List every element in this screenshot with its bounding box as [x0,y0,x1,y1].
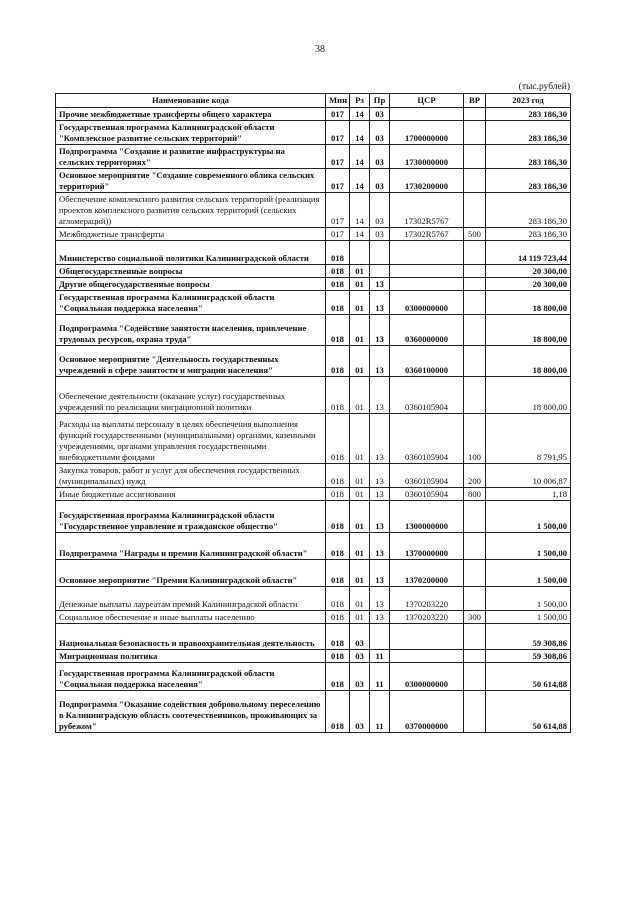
table-row [56,464,571,488]
row-pr: 13 [370,414,390,464]
table-header [56,94,571,108]
row-min: 017 [326,193,350,228]
row-pr: 03 [370,121,390,145]
row-pr: 13 [370,488,390,501]
row-vr [464,169,486,193]
row-pr: 13 [370,611,390,624]
row-amount: 283 186,30 [486,145,571,169]
row-rz: 01 [350,414,370,464]
row-name: Государственная программа Калининградской области "Комплексное развитие сельских территорий" [56,121,326,145]
row-min: 018 [326,533,350,560]
row-csr [390,241,464,265]
row-rz: 03 [350,663,370,691]
header-vr: ВР [464,94,486,108]
row-vr: 100 [464,414,486,464]
row-vr: 800 [464,488,486,501]
row-pr: 11 [370,650,390,663]
header-pr: Пр [370,94,390,108]
table-row [56,624,571,650]
row-min: 018 [326,265,350,278]
row-vr [464,193,486,228]
row-name: Подпрограмма "Содействие занятости населения, привлечение трудовых ресурсов, охрана труда" [56,315,326,346]
row-rz: 01 [350,533,370,560]
row-rz: 14 [350,228,370,241]
row-vr [464,145,486,169]
row-name: Обеспечение деятельности (оказание услуг) государственных учреждений по реализации миграционной политики [56,377,326,414]
row-pr: 13 [370,560,390,587]
row-rz: 01 [350,560,370,587]
row-vr [464,501,486,533]
table-row [56,533,571,560]
row-name: Основное мероприятие "Деятельность государственных учреждений в сфере занятости и миграции населения" [56,346,326,377]
row-csr: 0360105904 [390,414,464,464]
row-name: Подпрограмма "Создание и развитие инфраструктуры на сельских территориях" [56,145,326,169]
row-pr: 13 [370,346,390,377]
row-csr: 0360105904 [390,464,464,488]
row-min: 018 [326,587,350,611]
row-amount: 1 500,00 [486,560,571,587]
row-amount: 1 500,00 [486,611,571,624]
row-pr [370,241,390,265]
row-vr [464,377,486,414]
header-name: Наименование кода [56,94,326,108]
table-row [56,193,571,228]
row-vr [464,650,486,663]
row-csr: 0360000000 [390,315,464,346]
row-vr [464,691,486,733]
row-vr: 300 [464,611,486,624]
row-amount: 20 300,00 [486,265,571,278]
row-min: 018 [326,624,350,650]
row-amount: 283 186,30 [486,108,571,121]
row-vr [464,108,486,121]
row-min: 017 [326,121,350,145]
table-row [56,501,571,533]
row-vr [464,265,486,278]
row-pr: 13 [370,278,390,291]
row-rz: 14 [350,121,370,145]
row-csr: 17302R5767 [390,193,464,228]
row-vr [464,346,486,377]
row-min: 018 [326,488,350,501]
row-amount: 1 500,00 [486,533,571,560]
row-pr: 11 [370,691,390,733]
row-csr [390,108,464,121]
table-row [56,169,571,193]
row-vr: 500 [464,228,486,241]
row-rz: 01 [350,501,370,533]
table-row [56,346,571,377]
row-name: Расходы на выплаты персоналу в целях обеспечения выполнения функций государственными (муниципальными) органами, казенными учреждениями, органами управления государственными внебюджетными фондами [56,414,326,464]
row-amount: 283 186,30 [486,193,571,228]
row-pr [370,624,390,650]
row-vr [464,278,486,291]
row-name: Государственная программа Калининградской области "Государственное управление и гражданское общество" [56,501,326,533]
table-row [56,315,571,346]
row-min: 018 [326,278,350,291]
row-vr [464,121,486,145]
row-vr [464,624,486,650]
row-name: Общегосударственные вопросы [56,265,326,278]
row-rz: 03 [350,691,370,733]
row-csr: 1370200000 [390,560,464,587]
row-amount: 18 800,00 [486,377,571,414]
row-name: Основное мероприятие "Создание современного облика сельских территорий" [56,169,326,193]
row-csr: 0300000000 [390,663,464,691]
row-min: 018 [326,315,350,346]
row-csr [390,624,464,650]
row-pr: 03 [370,169,390,193]
table-row [56,691,571,733]
row-min: 018 [326,691,350,733]
row-name: Миграционная политика [56,650,326,663]
row-rz: 01 [350,291,370,315]
row-name: Государственная программа Калининградской области "Социальная поддержка населения" [56,663,326,691]
row-name: Денежные выплаты лауреатам премий Калининградской области [56,587,326,611]
row-min: 018 [326,560,350,587]
row-vr [464,291,486,315]
row-name: Основное мероприятие "Премии Калининградской области" [56,560,326,587]
row-name: Другие общегосударственные вопросы [56,278,326,291]
row-rz: 14 [350,169,370,193]
row-amount: 18 800,00 [486,315,571,346]
row-csr: 1300000000 [390,501,464,533]
row-rz: 01 [350,346,370,377]
row-name: Подпрограмма "Награды и премии Калининградской области" [56,533,326,560]
row-pr: 03 [370,193,390,228]
row-pr: 13 [370,464,390,488]
table-row [56,121,571,145]
row-rz: 01 [350,278,370,291]
row-vr [464,560,486,587]
table-row [56,377,571,414]
row-amount: 10 006,87 [486,464,571,488]
row-amount: 1,18 [486,488,571,501]
row-csr: 1370203220 [390,587,464,611]
row-rz: 14 [350,145,370,169]
row-pr: 13 [370,377,390,414]
table-row [56,265,571,278]
row-amount: 18 800,00 [486,291,571,315]
row-name: Министерство социальной политики Калининградской области [56,241,326,265]
row-amount: 283 186,30 [486,169,571,193]
row-pr [370,265,390,278]
row-rz: 01 [350,488,370,501]
row-rz: 01 [350,464,370,488]
row-min: 018 [326,464,350,488]
table-row [56,414,571,464]
row-name: Обеспечение комплексного развития сельских территорий (реализация проектов комплексного развития сельских территорий (сельских агломераций)) [56,193,326,228]
row-csr: 17302R5767 [390,228,464,241]
header-min: Мин [326,94,350,108]
row-min: 018 [326,241,350,265]
row-name: Прочие межбюджетные трансферты общего характера [56,108,326,121]
table-row [56,650,571,663]
row-rz: 01 [350,587,370,611]
row-min: 018 [326,611,350,624]
row-name: Подпрограмма "Оказание содействия добровольному переселению в Калининградскую область соотечественников, проживающих за рубежом" [56,691,326,733]
row-pr: 13 [370,315,390,346]
row-vr: 200 [464,464,486,488]
row-vr [464,315,486,346]
row-csr: 1730200000 [390,169,464,193]
row-name: Социальное обеспечение и иные выплаты населению [56,611,326,624]
table-row [56,488,571,501]
row-amount: 1 500,00 [486,501,571,533]
row-pr: 03 [370,228,390,241]
row-csr: 1700000000 [390,121,464,145]
table-row [56,278,571,291]
row-rz: 14 [350,193,370,228]
row-min: 018 [326,501,350,533]
table-row [56,611,571,624]
row-pr: 11 [370,663,390,691]
row-csr: 0300000000 [390,291,464,315]
row-min: 018 [326,377,350,414]
row-name: Закупка товаров, работ и услуг для обеспечения государственных (муниципальных) нужд [56,464,326,488]
row-pr: 03 [370,145,390,169]
row-pr: 13 [370,501,390,533]
row-min: 018 [326,346,350,377]
row-amount: 8 791,95 [486,414,571,464]
row-name: Межбюджетные трансферты [56,228,326,241]
row-min: 017 [326,108,350,121]
table-row [56,145,571,169]
row-amount: 283 186,30 [486,228,571,241]
table-row [56,587,571,611]
row-min: 018 [326,663,350,691]
row-vr [464,663,486,691]
header-csr: ЦСР [390,94,464,108]
row-pr: 03 [370,108,390,121]
table-row [56,560,571,587]
page-number: 38 [315,44,325,55]
row-csr [390,265,464,278]
row-pr: 13 [370,291,390,315]
row-amount: 14 119 723,44 [486,241,571,265]
row-pr: 13 [370,533,390,560]
row-name: Национальная безопасность и правоохранительная деятельность [56,624,326,650]
row-min: 018 [326,414,350,464]
table-row [56,291,571,315]
row-rz: 01 [350,611,370,624]
row-amount: 50 614,88 [486,663,571,691]
row-rz: 03 [350,624,370,650]
row-pr: 13 [370,587,390,611]
row-rz: 01 [350,377,370,414]
header-rz: Рз [350,94,370,108]
table-row [56,663,571,691]
table-row [56,108,571,121]
row-name: Государственная программа Калининградской области "Социальная поддержка населения" [56,291,326,315]
row-amount: 20 300,00 [486,278,571,291]
row-min: 018 [326,291,350,315]
row-rz: 14 [350,108,370,121]
row-vr [464,533,486,560]
row-amount: 18 800,00 [486,346,571,377]
row-amount: 283 186,30 [486,121,571,145]
row-min: 017 [326,169,350,193]
unit-note: (тыс.рублей) [518,82,570,92]
table-row [56,241,571,265]
table-row [56,228,571,241]
row-rz: 01 [350,315,370,346]
row-csr [390,650,464,663]
row-csr: 1370000000 [390,533,464,560]
row-amount: 50 614,88 [486,691,571,733]
row-vr [464,587,486,611]
row-rz: 01 [350,265,370,278]
row-rz [350,241,370,265]
row-csr: 1730000000 [390,145,464,169]
row-csr [390,278,464,291]
row-amount: 1 500,00 [486,587,571,611]
row-min: 017 [326,228,350,241]
row-csr: 0360105904 [390,377,464,414]
row-csr: 0370000000 [390,691,464,733]
row-min: 017 [326,145,350,169]
row-amount: 59 308,86 [486,624,571,650]
table-body [56,108,571,733]
row-min: 018 [326,650,350,663]
row-csr: 1370203220 [390,611,464,624]
row-name: Иные бюджетные ассигнования [56,488,326,501]
budget-table [55,93,571,733]
row-rz: 03 [350,650,370,663]
row-amount: 59 308,86 [486,650,571,663]
header-amount: 2023 год [486,94,571,108]
row-vr [464,241,486,265]
row-csr: 0360105904 [390,488,464,501]
row-csr: 0360100000 [390,346,464,377]
